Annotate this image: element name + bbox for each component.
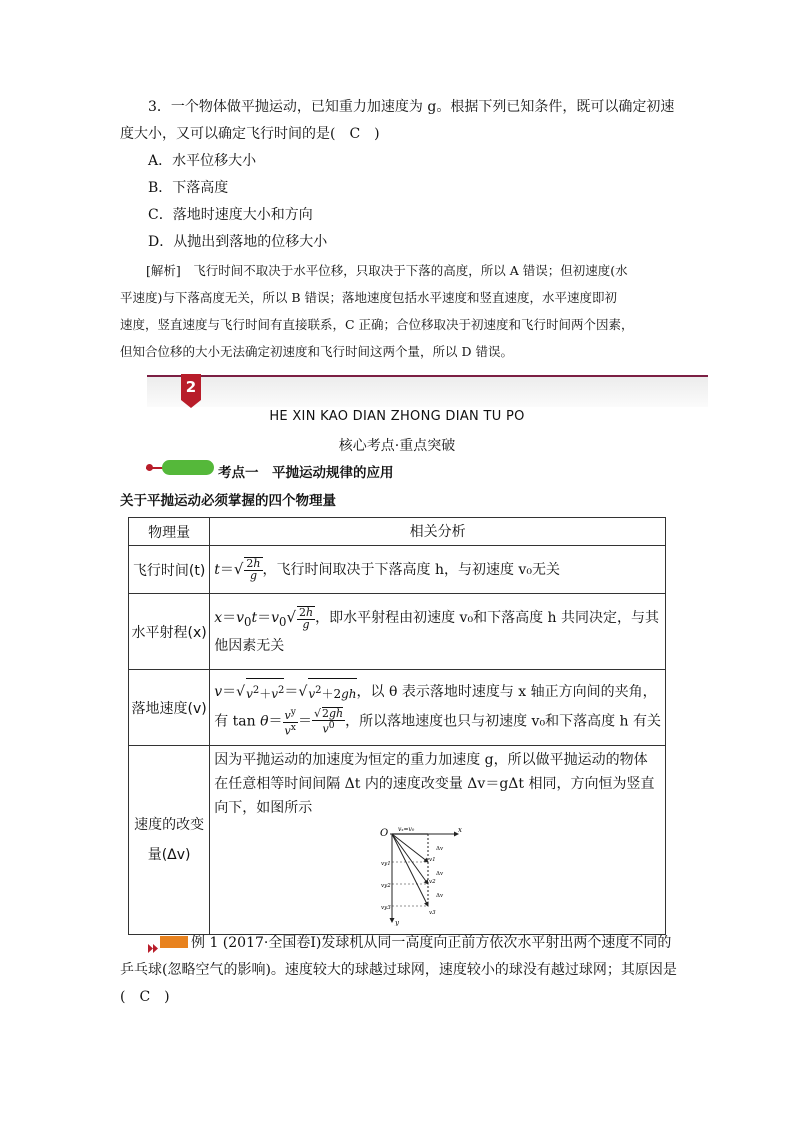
solution-line-1: [解析] 飞行时间不取决于水平位移，只取决于下落的高度，所以 A 错误；但初速度(水 <box>146 263 628 278</box>
topic-title: 考点一 平抛运动规律的应用 <box>218 465 394 481</box>
v2-vector <box>392 834 428 884</box>
physics-quantities-table <box>128 517 666 935</box>
example-line-2: 乒乓球(忽略空气的影响)。速度较大的球越过球网，速度较小的球没有越过球网；其原因是 <box>120 962 677 978</box>
double-arrow-icon <box>148 938 160 947</box>
solution-line-4: 但知合位移的大小无法确定初速度和飞行时间这两个量，所以 D 错误。 <box>120 344 513 359</box>
table-intro: 关于平抛运动必须掌握的四个物理量 <box>120 493 336 509</box>
section-pinyin: HE XIN KAO DIAN ZHONG DIAN TU PO <box>269 409 525 424</box>
option-d: D．从抛出到落地的位移大小 <box>148 234 328 250</box>
v1-vector <box>392 834 428 862</box>
topic-dot-icon <box>146 464 153 471</box>
row-analysis-time: $t=√\frac{2h}{g}$ ，飞行时间取决于下落高度 h，与初速度 v₀无关 <box>210 546 666 594</box>
question-line-1: 3．一个物体做平抛运动，已知重力加速度为 g。根据下列已知条件，既可以确定初速 <box>148 99 675 115</box>
question-line-2: 度大小，又可以确定飞行时间的是( C ) <box>120 126 380 142</box>
v1-label: v1 <box>429 857 436 863</box>
solution-line-3: 速度，竖直速度与飞行时间有直接联系，C 正确；合位移取决于初速度和飞行时间两个因素， <box>120 317 634 332</box>
option-a: A．水平位移大小 <box>148 153 257 169</box>
dv-label-2: Δv <box>436 871 444 877</box>
row-name-range: 水平射程(x) <box>129 594 210 670</box>
row-name-time: 飞行时间(t) <box>129 546 210 594</box>
origin-label: O <box>380 828 389 839</box>
dv-label-1: Δv <box>436 846 444 852</box>
header-analysis: 相关分析 <box>210 518 666 546</box>
y-axis-label: y <box>395 919 400 926</box>
section-title: 核心考点·重点突破 <box>338 438 456 454</box>
section-divider <box>147 375 708 377</box>
v2-label: v2 <box>429 879 436 885</box>
v3-label: v3 <box>429 910 436 916</box>
row-analysis-velocity-change: 因为平抛运动的加速度为恒定的重力加速度 g，所以做平抛运动的物体 在任意相等时间间隔 Δt 内的速度改变量 Δv＝gΔt 相同，方向恒为竖直 向下，如图所示 O x y vₓ=v₀ Δv Δv Δv vy1 vy2 vy3 v1 v2 v3 <box>210 746 666 935</box>
example-marker-icon <box>160 936 188 948</box>
header-quantity: 物理量 <box>129 518 210 546</box>
vy1-label: vy1 <box>381 861 391 867</box>
option-c: C．落地时速度大小和方向 <box>148 207 313 223</box>
section-banner <box>147 377 708 407</box>
vy3-label: vy3 <box>381 905 391 911</box>
badge-tip-icon <box>181 400 201 408</box>
x-axis-label: x <box>458 826 463 834</box>
vy2-label: vy2 <box>381 883 391 889</box>
formula-range: $\frac{2h}{g}$ <box>299 605 314 631</box>
row-analysis-range: $x=v_0t=v_0√\frac{2h}{g}$ ，即水平射程由初速度 v₀和下落高度 h 共同决定，与其 他因素无关 <box>210 594 666 670</box>
v3-vector <box>392 834 428 906</box>
velocity-diagram <box>378 826 468 926</box>
example-line-1: 例 1 (2017·全国卷Ⅰ)发球机从同一高度向正前方依次水平射出两个速度不同的 <box>191 935 672 951</box>
section-number-badge: 2 <box>181 374 201 400</box>
vx-label: vₓ=v₀ <box>398 826 415 833</box>
dv-label-3: Δv <box>436 893 444 899</box>
solution-label: [解析] <box>146 263 181 278</box>
example-line-3: ( C ) <box>120 989 170 1005</box>
row-name-velocity-change: 速度的改变量(Δv) <box>129 746 210 935</box>
formula-time: $\frac{2h}{g}$ <box>246 557 261 583</box>
option-b: B．下落高度 <box>148 180 229 196</box>
row-analysis-landing-velocity: $v=√v^2+v^2=√v^2+2gh$，以 θ 表示落地时速度与 x 轴正方向间的夹角， 有 $\tan \theta=\frac{v^y}{v^x}$ $=\frac{√2gh}{v^0}$ ，所以落地速度也只与初速度 v₀和下落高度 h 有关 <box>210 670 666 746</box>
solution-line-2: 平速度)与下落高度无关，所以 B 错误；落地速度包括水平速度和竖直速度，水平速度即初 <box>120 290 618 305</box>
row-name-landing-velocity: 落地速度(v) <box>129 670 210 746</box>
topic-pill-icon <box>162 460 214 475</box>
